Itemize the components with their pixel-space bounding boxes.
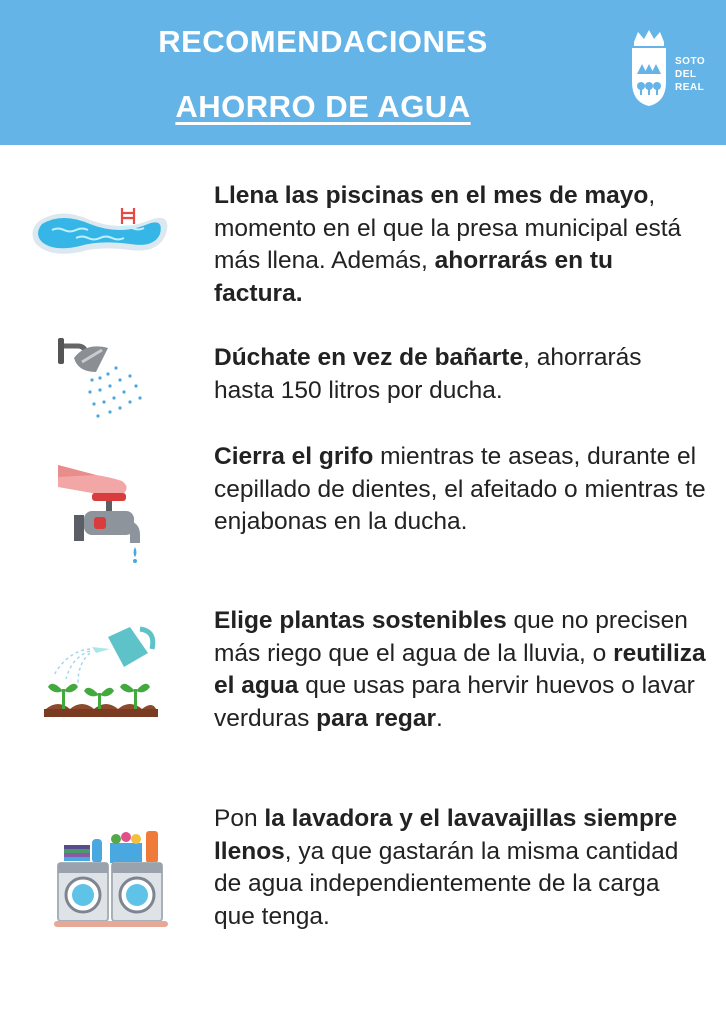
tip-text bbox=[214, 180, 706, 310]
tip-bold-text: Elige plantas sostenibles bbox=[214, 607, 507, 634]
shower-head-icon bbox=[56, 336, 148, 428]
watering-can-plants-icon bbox=[44, 623, 158, 719]
tip-text bbox=[214, 803, 706, 933]
logo-line-1: SOTO bbox=[675, 56, 706, 67]
logo-text bbox=[675, 55, 705, 94]
tip-text bbox=[214, 441, 706, 539]
tip-bold-text: Llena las piscinas en el mes de mayo bbox=[214, 182, 649, 209]
logo-line-3: REAL bbox=[675, 82, 705, 93]
hand-faucet-icon bbox=[56, 463, 148, 563]
tip-regular-text: mientras te aseas, durante el cepillado de dientes, el afeitado o mientras te enjabonas en la ducha. bbox=[214, 443, 706, 535]
tip-bold-text: Dúchate en vez de bañarte bbox=[214, 344, 524, 371]
tip-regular-text: que no precisen más riego que el agua de la lluvia, o bbox=[214, 607, 688, 667]
tip-regular-text: , ya que gastarán la misma cantidad de agua independientemente de la carga que tenga. bbox=[214, 837, 679, 930]
tip-regular-text: . bbox=[436, 704, 443, 732]
title-line-1: RECOMENDACIONES bbox=[158, 24, 488, 59]
tip-bold-text: Cierra el grifo bbox=[214, 443, 374, 470]
swimming-pool-icon bbox=[30, 206, 172, 256]
tip-regular-text: que usas para hervir huevos o lavar verduras bbox=[214, 672, 695, 732]
title-line-2: AHORRO DE AGUA bbox=[175, 89, 471, 124]
tip-regular-text: , momento en el que la presa municipal está más llena. Además, bbox=[214, 182, 682, 274]
tip-bold-text: la lavadora y el lavavajillas siempre llenos bbox=[214, 805, 678, 865]
tip-regular-text: Pon bbox=[214, 805, 265, 832]
tip-bold-text: ahorrarás en tu factura. bbox=[214, 247, 613, 307]
tip-bold-text: para regar bbox=[316, 704, 436, 732]
logo-line-2: DEL bbox=[675, 69, 697, 80]
tip-text bbox=[214, 342, 706, 407]
washing-machines-icon bbox=[54, 827, 168, 929]
tip-bold-text: reutiliza el agua bbox=[214, 639, 706, 699]
tip-text bbox=[214, 605, 706, 735]
header-banner bbox=[0, 0, 726, 145]
tip-regular-text: , ahorrarás hasta 150 litros por ducha. bbox=[214, 344, 642, 404]
